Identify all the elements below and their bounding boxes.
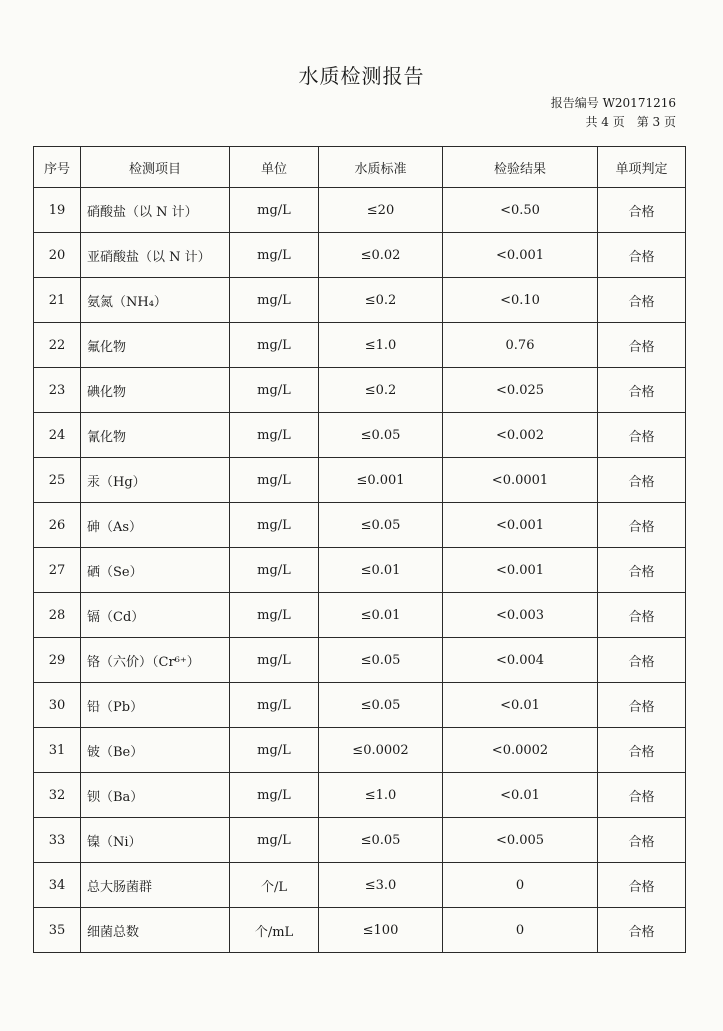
cell-standard: ≤0.2 <box>319 278 443 323</box>
cell-result: <0.025 <box>443 368 598 413</box>
cell-verdict: 合格 <box>598 773 686 818</box>
table-row <box>34 503 686 548</box>
cell-standard: ≤0.01 <box>319 548 443 593</box>
cell-standard: ≤0.001 <box>319 458 443 503</box>
table-row <box>34 278 686 323</box>
cell-unit: mg/L <box>230 728 319 773</box>
header-item: 检测项目 <box>81 147 230 188</box>
cell-verdict: 合格 <box>598 368 686 413</box>
cell-result: 0 <box>443 863 598 908</box>
cell-unit: mg/L <box>230 503 319 548</box>
cell-verdict: 合格 <box>598 908 686 953</box>
cell-item: 镍（Ni） <box>81 818 230 863</box>
cell-unit: mg/L <box>230 368 319 413</box>
cell-item: 铬（六价）（Cr⁶⁺） <box>81 638 230 683</box>
cell-item: 氰化物 <box>81 413 230 458</box>
table-header-row <box>34 147 686 188</box>
cell-result: 0 <box>443 908 598 953</box>
cell-verdict: 合格 <box>598 323 686 368</box>
cell-item: 铍（Be） <box>81 728 230 773</box>
cell-unit: mg/L <box>230 593 319 638</box>
cell-standard: ≤0.05 <box>319 413 443 458</box>
table-row <box>34 593 686 638</box>
report-number: 报告编号 W20171216 <box>550 96 676 110</box>
cell-verdict: 合格 <box>598 638 686 683</box>
cell-standard: ≤0.02 <box>319 233 443 278</box>
cell-standard: ≤0.05 <box>319 818 443 863</box>
cell-unit: 个/mL <box>230 908 319 953</box>
table-row <box>34 728 686 773</box>
cell-unit: mg/L <box>230 458 319 503</box>
table-row <box>34 458 686 503</box>
table-row <box>34 368 686 413</box>
cell-no: 35 <box>34 908 81 953</box>
cell-unit: mg/L <box>230 278 319 323</box>
results-table <box>33 146 686 953</box>
cell-no: 27 <box>34 548 81 593</box>
cell-verdict: 合格 <box>598 683 686 728</box>
cell-item: 总大肠菌群 <box>81 863 230 908</box>
cell-standard: ≤1.0 <box>319 773 443 818</box>
header-unit: 单位 <box>230 147 319 188</box>
header-no: 序号 <box>34 147 81 188</box>
header-verdict: 单项判定 <box>598 147 686 188</box>
table-row <box>34 638 686 683</box>
cell-result: <0.10 <box>443 278 598 323</box>
cell-no: 30 <box>34 683 81 728</box>
cell-no: 24 <box>34 413 81 458</box>
cell-item: 硒（Se） <box>81 548 230 593</box>
cell-standard: ≤0.05 <box>319 638 443 683</box>
cell-result: <0.001 <box>443 548 598 593</box>
cell-result: <0.002 <box>443 413 598 458</box>
table-row <box>34 413 686 458</box>
table-row <box>34 818 686 863</box>
cell-item: 亚硝酸盐（以 N 计） <box>81 233 230 278</box>
cell-unit: mg/L <box>230 413 319 458</box>
cell-item: 铅（Pb） <box>81 683 230 728</box>
cell-unit: mg/L <box>230 233 319 278</box>
cell-unit: mg/L <box>230 773 319 818</box>
cell-item: 氟化物 <box>81 323 230 368</box>
cell-standard: ≤1.0 <box>319 323 443 368</box>
cell-verdict: 合格 <box>598 413 686 458</box>
cell-item: 砷（As） <box>81 503 230 548</box>
cell-no: 34 <box>34 863 81 908</box>
cell-no: 25 <box>34 458 81 503</box>
report-title: 水质检测报告 <box>298 64 425 88</box>
cell-result: <0.01 <box>443 773 598 818</box>
cell-unit: mg/L <box>230 548 319 593</box>
cell-verdict: 合格 <box>598 548 686 593</box>
cell-item: 碘化物 <box>81 368 230 413</box>
cell-standard: ≤0.05 <box>319 683 443 728</box>
cell-item: 细菌总数 <box>81 908 230 953</box>
cell-item: 汞（Hg） <box>81 458 230 503</box>
cell-unit: 个/L <box>230 863 319 908</box>
cell-result: <0.003 <box>443 593 598 638</box>
cell-unit: mg/L <box>230 188 319 233</box>
cell-verdict: 合格 <box>598 188 686 233</box>
cell-standard: ≤100 <box>319 908 443 953</box>
cell-standard: ≤0.0002 <box>319 728 443 773</box>
cell-unit: mg/L <box>230 638 319 683</box>
cell-no: 32 <box>34 773 81 818</box>
cell-result: 0.76 <box>443 323 598 368</box>
cell-verdict: 合格 <box>598 278 686 323</box>
cell-unit: mg/L <box>230 683 319 728</box>
cell-item: 硝酸盐（以 N 计） <box>81 188 230 233</box>
cell-no: 22 <box>34 323 81 368</box>
cell-result: <0.005 <box>443 818 598 863</box>
table-row <box>34 863 686 908</box>
cell-standard: ≤20 <box>319 188 443 233</box>
cell-unit: mg/L <box>230 818 319 863</box>
cell-verdict: 合格 <box>598 458 686 503</box>
cell-verdict: 合格 <box>598 593 686 638</box>
cell-result: <0.0002 <box>443 728 598 773</box>
cell-no: 26 <box>34 503 81 548</box>
cell-no: 23 <box>34 368 81 413</box>
cell-verdict: 合格 <box>598 818 686 863</box>
cell-standard: ≤0.05 <box>319 503 443 548</box>
table-row <box>34 683 686 728</box>
header-result: 检验结果 <box>443 147 598 188</box>
cell-verdict: 合格 <box>598 728 686 773</box>
table-row <box>34 233 686 278</box>
table-row <box>34 773 686 818</box>
cell-no: 33 <box>34 818 81 863</box>
cell-no: 21 <box>34 278 81 323</box>
cell-verdict: 合格 <box>598 863 686 908</box>
cell-standard: ≤0.01 <box>319 593 443 638</box>
cell-no: 19 <box>34 188 81 233</box>
cell-no: 31 <box>34 728 81 773</box>
cell-result: <0.001 <box>443 233 598 278</box>
table-row <box>34 548 686 593</box>
cell-unit: mg/L <box>230 323 319 368</box>
cell-standard: ≤0.2 <box>319 368 443 413</box>
cell-result: <0.01 <box>443 683 598 728</box>
cell-verdict: 合格 <box>598 503 686 548</box>
table-body <box>34 188 686 953</box>
cell-no: 20 <box>34 233 81 278</box>
cell-result: <0.001 <box>443 503 598 548</box>
cell-result: <0.004 <box>443 638 598 683</box>
cell-no: 29 <box>34 638 81 683</box>
table-row <box>34 908 686 953</box>
cell-no: 28 <box>34 593 81 638</box>
cell-item: 钡（Ba） <box>81 773 230 818</box>
cell-item: 氨氮（NH₄） <box>81 278 230 323</box>
cell-item: 镉（Cd） <box>81 593 230 638</box>
table-row <box>34 323 686 368</box>
cell-result: <0.0001 <box>443 458 598 503</box>
page-indicator: 共 4 页 第 3 页 <box>585 115 676 129</box>
table-row <box>34 188 686 233</box>
header-standard: 水质标准 <box>319 147 443 188</box>
cell-verdict: 合格 <box>598 233 686 278</box>
cell-standard: ≤3.0 <box>319 863 443 908</box>
cell-result: <0.50 <box>443 188 598 233</box>
